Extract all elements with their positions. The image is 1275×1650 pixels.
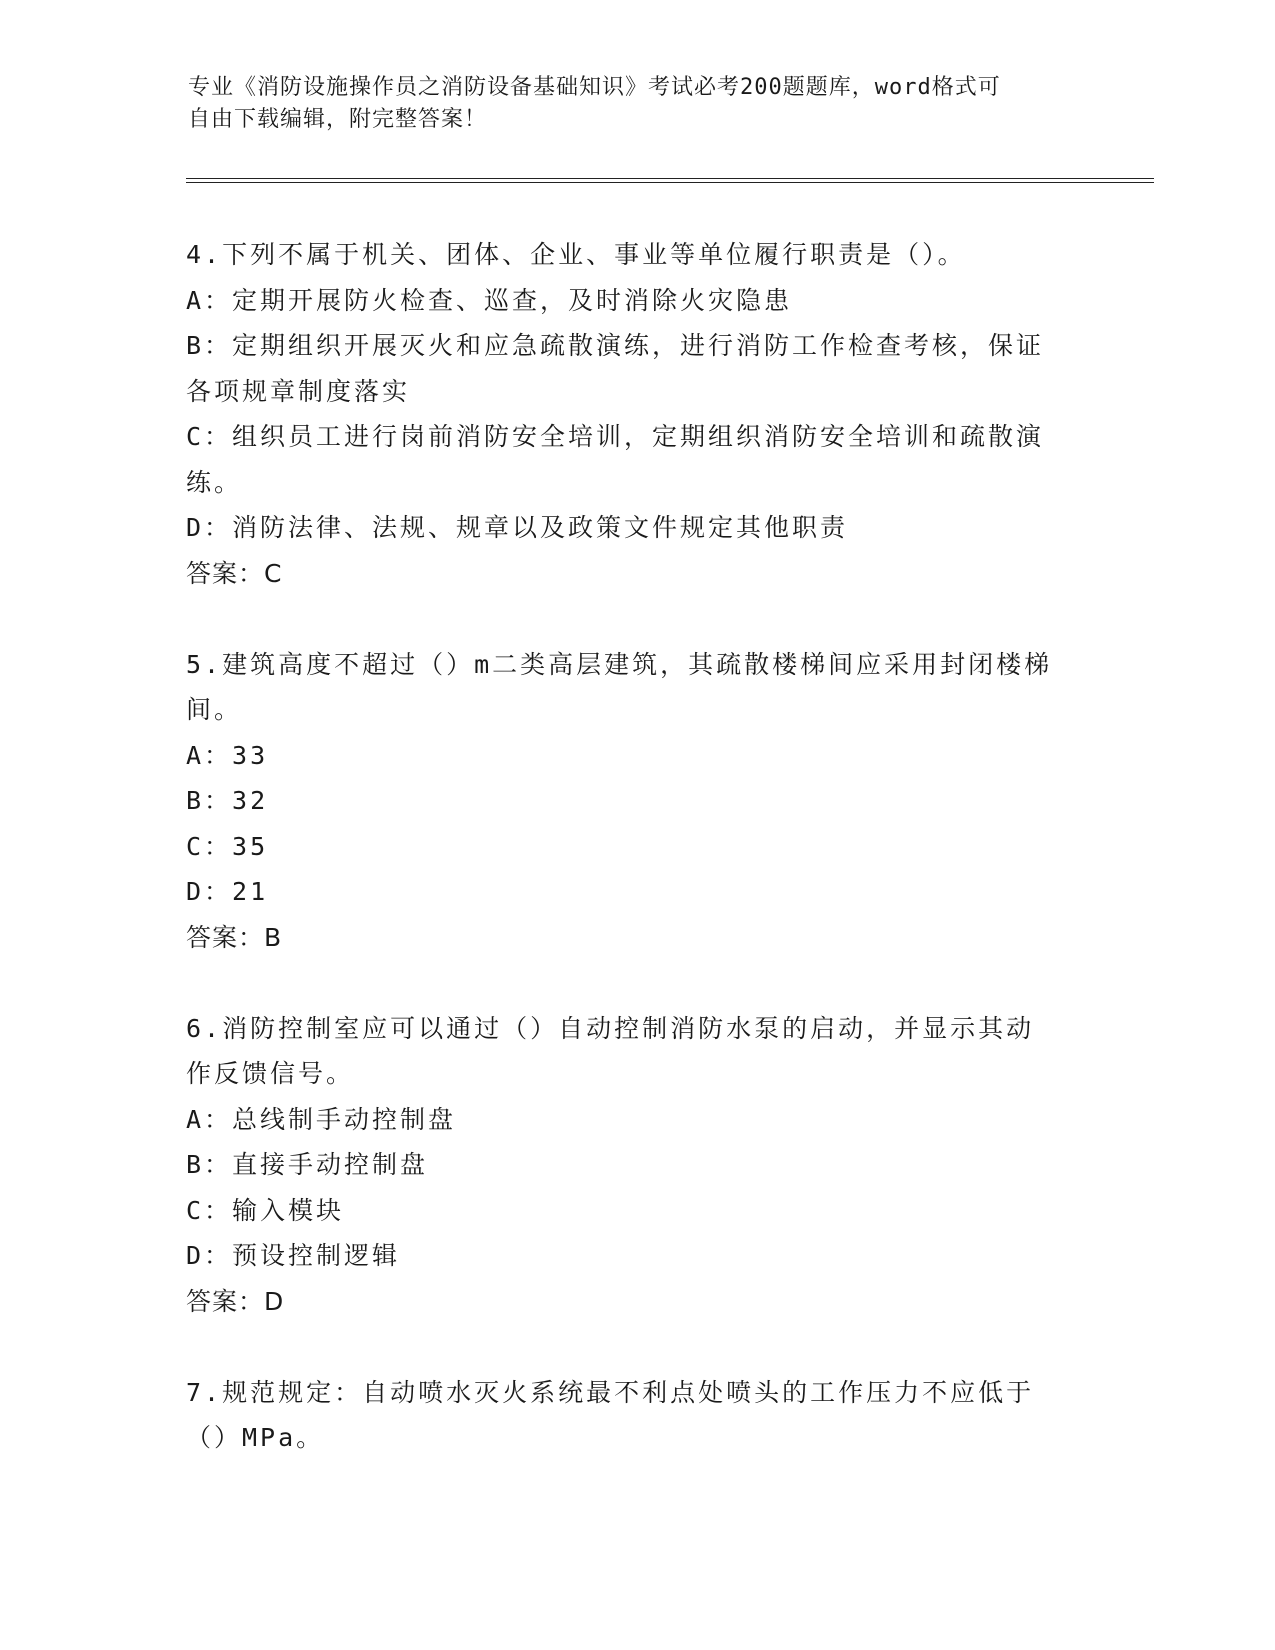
question-spacer	[186, 1324, 1086, 1370]
question-stem: （）MPa。	[186, 1423, 325, 1452]
answer-option: D：21	[186, 877, 269, 906]
header-rule-top	[186, 178, 1154, 179]
question-stem: 7.规范规定：自动喷水灭火系统最不利点处喷头的工作压力不应低于	[186, 1377, 1035, 1407]
document-header	[188, 72, 1068, 136]
answer-option: 练。	[186, 467, 243, 497]
question-block	[186, 232, 1086, 596]
answer-option: B：直接手动控制盘	[186, 1150, 429, 1179]
question-stem: 6.消防控制室应可以通过（）自动控制消防水泵的启动，并显示其动	[186, 1013, 1035, 1043]
answer-option: D：预设控制逻辑	[186, 1241, 401, 1270]
question-block	[186, 1370, 1086, 1461]
answer-option: A：总线制手动控制盘	[186, 1104, 457, 1134]
answer-option: A：定期开展防火检查、巡查，及时消除火灾隐患	[186, 285, 793, 315]
question-spacer	[186, 596, 1086, 642]
answer-key: 答案：C	[186, 558, 283, 588]
question-stem: 5.建筑高度不超过（）m二类高层建筑，其疏散楼梯间应采用封闭楼梯	[186, 649, 1053, 679]
question-stem: 间。	[186, 695, 243, 724]
answer-option: C：输入模块	[186, 1195, 345, 1225]
header-rule-bottom	[186, 182, 1154, 183]
answer-option: A：33	[186, 740, 269, 770]
answer-option: D：消防法律、法规、规章以及政策文件规定其他职责	[186, 513, 849, 542]
question-stem: 4.下列不属于机关、团体、企业、事业等单位履行职责是（）。	[186, 240, 966, 269]
answer-key: 答案：B	[186, 922, 283, 952]
header-line-1: 专业《消防设施操作员之消防设备基础知识》考试必考200题题库，word格式可	[188, 75, 1001, 100]
question-spacer	[186, 960, 1086, 1006]
question-block	[186, 642, 1086, 961]
question-stem: 作反馈信号。	[186, 1059, 355, 1088]
answer-option: C：组织员工进行岗前消防安全培训，定期组织消防安全培训和疏散演	[186, 422, 1045, 451]
answer-key: 答案：D	[186, 1286, 285, 1316]
answer-option: 各项规章制度落实	[186, 376, 411, 406]
header-line-2: 自由下载编辑，附完整答案！	[188, 107, 488, 132]
answer-option: C：35	[186, 831, 269, 861]
question-list	[186, 232, 1086, 1461]
question-block	[186, 1006, 1086, 1325]
answer-option: B：32	[186, 786, 269, 815]
answer-option: B：定期组织开展灭火和应急疏散演练，进行消防工作检查考核，保证	[186, 331, 1045, 360]
